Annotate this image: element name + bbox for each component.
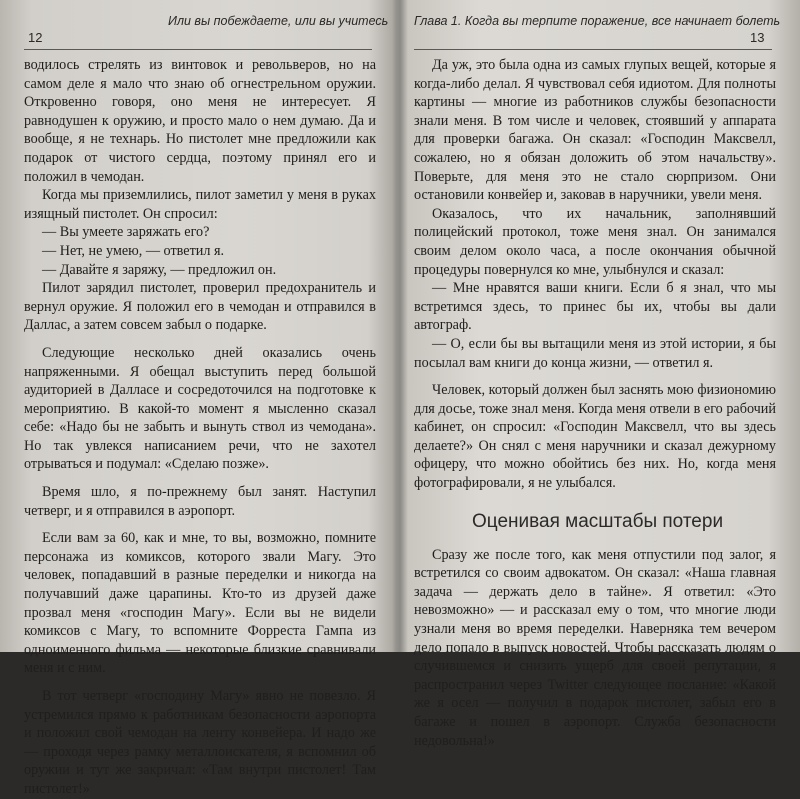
page-body — [24, 56, 376, 799]
dialogue-line: — О, если бы вы вытащили меня из этой истории, я бы посылал вам книги до конца жизни, — ответил я. — [414, 335, 776, 371]
paragraph: В тот четверг «господину Магу» явно не повезло. Я устремился прямо к работникам безопасности аэропорта и положил свой чемодан на ленту конвейера. И надо же — проходя через рамку металлоискателя, я вспомнил об оружии и тут же закричал: «Там внутри пистолет! Там пистолет!» — [24, 688, 376, 797]
dialogue-line: — Давайте я заряжу, — предложил он. — [42, 261, 277, 278]
book-spine-shadow — [392, 0, 408, 652]
paragraph: Время шло, я по-прежнему был занят. Наступил четверг, и я отправился в аэропорт. — [24, 484, 376, 519]
paragraph: Когда мы приземлились, пилот заметил у меня в руках изящный пистолет. Он спросил: — [24, 187, 376, 222]
paragraph: Пилот зарядил пистолет, проверил предохранитель и вернул оружие. Я положил его в чемодан и отправился в Даллас, а затем совсем забыл о подарке. — [24, 280, 376, 334]
dialogue-line: — Вы умеете заряжать его? — [42, 224, 210, 241]
paragraph: водилось стрелять из винтовок и револьверов, но на самом деле я мало что знаю об огнестрельном оружии. Откровенно говоря, оно меня не интересует. Я равнодушен к оружию, и просто мало о нем думаю. Да и вообще, я не технарь. Но пистолет мне предложили как подарок от чистого сердца, поэтому принял его и положил в чемодан. — [24, 57, 376, 185]
paragraph: Да уж, это была одна из самых глупых вещей, которые я когда-либо делал. Я чувствовал себя идиотом. Для полноты картины — многие из работников службы безопасности знали меня. В том числе и человек, стоявший у аппарата для проверки багажа. Он сказал: «Господин Максвелл, сожалею, но я обязан доложить об этом начальству». Поверьте, для меня это не стало сюрпризом. Они остановили конвейер и, заковав в наручники, увели меня. — [414, 57, 776, 204]
right-page — [404, 0, 800, 749]
paragraph: Сразу же после того, как меня отпустили под залог, я встретился со своим адвокатом. Он сказал: «Наша главная задача — держать дело в тайне». Я ответил: «Это невозможно» — и рассказал ему о том, что многие люди узнали меня во время переделки. Наверняка тем вечером дело попало в выпуск новостей. Чтобы рассказать людям о случившемся и снизить ущерб для своей репутации, я распространил через Twitter следующее послание: «Какой же я осел — получил в подарок пистолет, забыл его в багаже и пошел в аэропорт. Служба безопасности недовольна!» — [414, 546, 776, 749]
section-title: Оценивая масштабы потери — [472, 510, 724, 532]
header-rule — [414, 49, 772, 50]
paragraph: Человек, который должен был заснять мою физиономию для досье, тоже знал меня. Когда меня отвели в его рабочий кабинет, он спросил: «Господин Максвелл, что вы здесь делаете?» Он снял с меня наручники и сказал дежурному офицеру, что можно обойтись без них. Но, когда меня фотографировали, я не улыбался. — [414, 382, 776, 492]
page-number: 13 — [750, 30, 765, 45]
left-page — [0, 0, 396, 797]
page-body — [414, 56, 776, 750]
running-head: Глава 1. Когда вы терпите поражение, все начинает болеть — [414, 14, 781, 28]
running-head: Или вы побеждаете, или вы учитесь — [168, 14, 389, 28]
header-rule — [24, 49, 372, 50]
dialogue-line: — Нет, не умею, — ответил я. — [42, 242, 225, 259]
dialogue-line: — Мне нравятся ваши книги. Если б я знал, что мы встретимся здесь, то принес бы их, чтобы вы дали автограф. — [414, 280, 776, 334]
paragraph: Следующие несколько дней оказались очень напряженными. Я обещал выступить перед большой аудиторией в Далласе и сосредоточился на подготовке к мероприятию. В какой-то момент я мысленно сказал себе: «Надо бы не забыть и вынуть ствол из чемодана». Но так увлекся написанием речи, что не захотел отрываться и подумал: «Сделаю позже». — [24, 344, 376, 473]
page-number: 12 — [28, 30, 43, 45]
paragraph: Если вам за 60, как и мне, то вы, возможно, помните персонажа из комиксов, которого звали Магу. Это человек, попадавший в разные переделки и никогда на получавший даже царапины. Кто-то из друзей даже прозвал меня «господин Магу». Если вы не видели комиксов с Магу, то вспомните Форреста Гампа из одноименного фильма — некоторые близкие сравнивали меня и с ним. — [24, 530, 376, 677]
paragraph: Оказалось, что их начальник, заполнявший полицейский протокол, тоже меня знал. Он занимался своим делом около часа, а после окончания обычной процедуры повернулся ко мне, улыбнулся и сказал: — [414, 205, 776, 278]
